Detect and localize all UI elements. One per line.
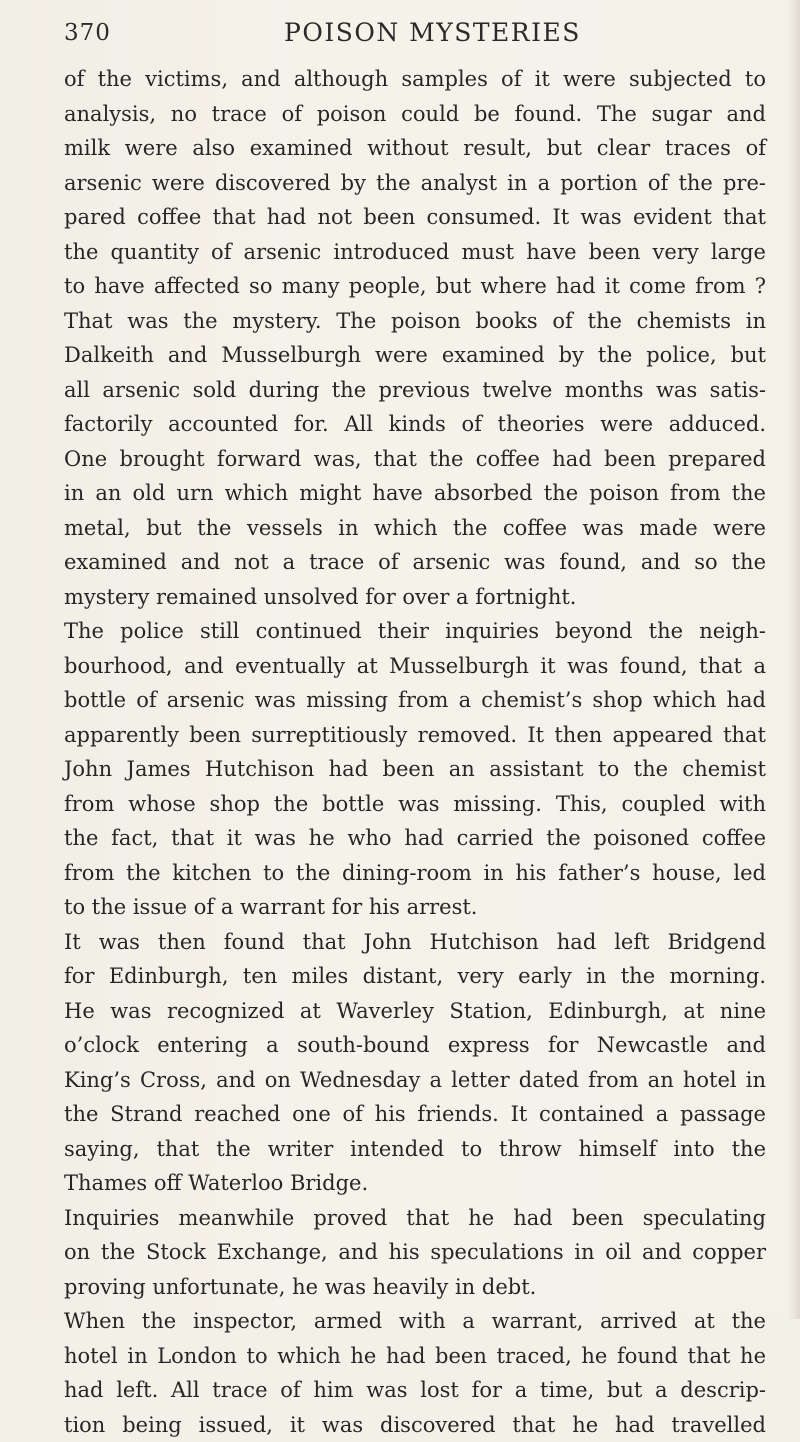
text-line: to the issue of a warrant for his arrest. <box>64 890 766 925</box>
text-line: One brought forward was, that the coffee had been prepared <box>64 442 766 477</box>
page-header <box>64 14 764 54</box>
text-line: for Edinburgh, ten miles distant, very early in the morning. <box>64 959 766 994</box>
text-line: It was then found that John Hutchison had left Bridgend <box>64 925 766 960</box>
text-line: the quantity of arsenic introduced must have been very large <box>64 235 766 270</box>
body-text <box>64 62 766 1442</box>
running-head: POISON MYSTERIES <box>284 18 581 47</box>
text-line: proving unfortunate, he was heavily in debt. <box>64 1270 766 1305</box>
text-line: King’s Cross, and on Wednesday a letter dated from an hotel in <box>64 1063 766 1098</box>
text-line: That was the mystery. The poison books of the chemists in <box>64 304 766 339</box>
text-line: the Strand reached one of his friends. It contained a passage <box>64 1097 766 1132</box>
text-line: He was recognized at Waverley Station, Edinburgh, at nine <box>64 994 766 1029</box>
text-line: the fact, that it was he who had carried the poisoned coffee <box>64 821 766 856</box>
text-line: of the victims, and although samples of it were subjected to <box>64 62 766 97</box>
text-line: hotel in London to which he had been traced, he found that he <box>64 1339 766 1374</box>
text-line: factorily accounted for. All kinds of theories were adduced. <box>64 407 766 442</box>
text-line: saying, that the writer intended to throw himself into the <box>64 1132 766 1167</box>
text-line: milk were also examined without result, but clear traces of <box>64 131 766 166</box>
text-line: apparently been surreptitiously removed. It then appeared that <box>64 718 766 753</box>
text-line: o’clock entering a south-bound express for Newcastle and <box>64 1028 766 1063</box>
text-line: Thames off Waterloo Bridge. <box>64 1166 766 1201</box>
text-line: all arsenic sold during the previous twelve months was satis- <box>64 373 766 408</box>
page-number: 370 <box>64 20 111 46</box>
text-line: from the kitchen to the dining-room in his father’s house, led <box>64 856 766 891</box>
text-line: When the inspector, armed with a warrant, arrived at the <box>64 1304 766 1339</box>
text-line: bottle of arsenic was missing from a chemist’s shop which had <box>64 683 766 718</box>
text-line: Dalkeith and Musselburgh were examined by the police, but <box>64 338 766 373</box>
text-line: tion being issued, it was discovered that he had travelled <box>64 1408 766 1442</box>
text-line: Inquiries meanwhile proved that he had been speculating <box>64 1201 766 1236</box>
page-edge-shadow <box>788 0 800 1319</box>
text-line: from whose shop the bottle was missing. This, coupled with <box>64 787 766 822</box>
text-line: examined and not a trace of arsenic was found, and so the <box>64 545 766 580</box>
text-line: mystery remained unsolved for over a fortnight. <box>64 580 766 615</box>
text-line: The police still continued their inquiries beyond the neigh- <box>64 614 766 649</box>
text-line: in an old urn which might have absorbed the poison from the <box>64 476 766 511</box>
text-line: analysis, no trace of poison could be found. The sugar and <box>64 97 766 132</box>
text-line: on the Stock Exchange, and his speculations in oil and copper <box>64 1235 766 1270</box>
text-line: bourhood, and eventually at Musselburgh it was found, that a <box>64 649 766 684</box>
text-line: to have affected so many people, but where had it come from ? <box>64 269 766 304</box>
text-line: had left. All trace of him was lost for a time, but a descrip- <box>64 1373 766 1408</box>
text-line: pared coffee that had not been consumed. It was evident that <box>64 200 766 235</box>
text-line: John James Hutchison had been an assistant to the chemist <box>64 752 766 787</box>
text-line: arsenic were discovered by the analyst in a portion of the pre- <box>64 166 766 201</box>
text-line: metal, but the vessels in which the coffee was made were <box>64 511 766 546</box>
